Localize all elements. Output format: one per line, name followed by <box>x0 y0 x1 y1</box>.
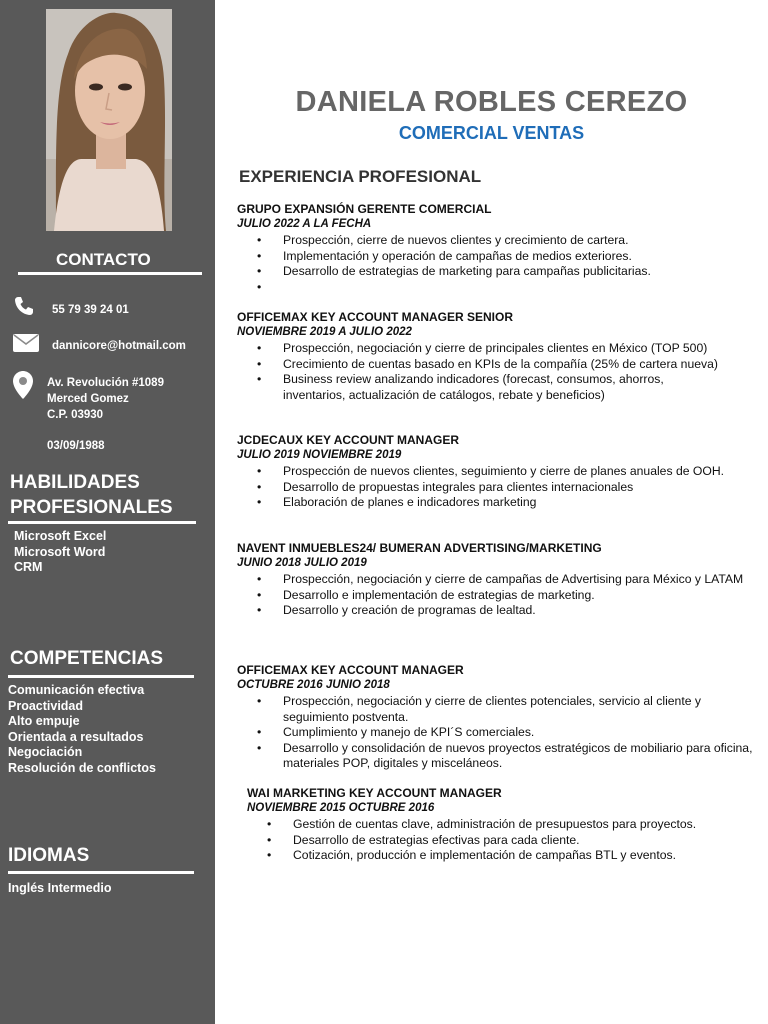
list-item: CRM <box>14 560 43 575</box>
job-entry-dates: JULIO 2022 A LA FECHA <box>237 218 372 230</box>
list-item: • Desarrollo de estrategias de marketing para campañas publicitarias. <box>237 264 762 280</box>
skills-heading-line-1: HABILIDADES <box>10 472 140 493</box>
job-entry-dates: OCTUBRE 2016 JUNIO 2018 <box>237 679 390 691</box>
job-entry-dates: JUNIO 2018 JULIO 2019 <box>237 557 367 569</box>
job-entry-dates: JULIO 2019 NOVIEMBRE 2019 <box>237 449 402 461</box>
competencies-divider <box>8 675 194 678</box>
contact-address <box>47 375 164 423</box>
list-item: Microsoft Excel <box>14 529 107 543</box>
job-bullets <box>237 694 762 772</box>
list-item: • Business review analizando indicadores (forecast, consumos, ahorros, inventarios, actualización de catálogos, rebate y beneficios) <box>237 372 762 403</box>
skills-heading <box>10 470 173 520</box>
languages-list <box>8 881 112 897</box>
competencies-list <box>8 683 156 777</box>
list-item: Proactividad <box>8 698 84 713</box>
main-content <box>215 0 768 1024</box>
sidebar <box>0 0 215 1024</box>
list-item: • Prospección, negociación y cierre de clientes potenciales, servicio al cliente y seguimiento postventa. <box>237 694 762 725</box>
list-item: • Prospección, negociación y cierre de principales clientes en México (TOP 500) <box>237 341 762 357</box>
list-item: • Desarrollo y creación de programas de lealtad. <box>237 603 762 619</box>
contact-phone: 55 79 39 24 01 <box>52 304 129 316</box>
job-bullets <box>237 464 762 511</box>
list-item: Orientada a resultados <box>8 729 144 744</box>
skills-list <box>14 529 106 576</box>
list-item: • Prospección, negociación y cierre de campañas de Advertising para México y LATAM <box>237 572 762 588</box>
list-item: Negociación <box>8 745 83 760</box>
list-item: • Prospección, cierre de nuevos clientes y crecimiento de cartera. <box>237 233 762 249</box>
languages-divider <box>8 871 194 874</box>
list-item: Comunicación efectiva <box>8 683 145 697</box>
list-item: • Desarrollo de propuestas integrales para clientes internacionales <box>237 480 762 496</box>
job-entry-title: OFFICEMAX KEY ACCOUNT MANAGER SENIOR <box>237 310 514 324</box>
contact-email: dannicore@hotmail.com <box>52 340 186 352</box>
location-pin-icon <box>12 370 34 405</box>
job-entry <box>237 663 762 772</box>
job-bullets <box>237 572 762 619</box>
list-item: • Crecimiento de cuentas basado en KPIs de la compañía (25% de cartera nueva) <box>237 357 762 373</box>
job-entry-title: GRUPO EXPANSIÓN GERENTE COMERCIAL <box>237 202 492 216</box>
job-entry <box>247 786 762 864</box>
job-entry-title: OFFICEMAX KEY ACCOUNT MANAGER <box>237 663 464 677</box>
list-item: Resolución de conflictos <box>8 760 156 775</box>
job-entry-title: NAVENT INMUEBLES24/ BUMERAN ADVERTISING/MARKETING <box>237 541 602 555</box>
job-entry <box>237 310 762 403</box>
candidate-name: DANIELA ROBLES CEREZO <box>295 86 688 118</box>
list-item: • Gestión de cuentas clave, administración de presupuestos para proyectos. <box>247 817 762 833</box>
job-entry <box>237 433 762 511</box>
job-bullets <box>237 341 762 403</box>
languages-heading: IDIOMAS <box>8 845 90 866</box>
list-item: Alto empuje <box>8 714 80 729</box>
list-item <box>237 280 762 296</box>
contact-heading: CONTACTO <box>56 250 151 269</box>
competencies-heading: COMPETENCIAS <box>10 648 164 669</box>
contact-divider <box>18 272 202 275</box>
list-item: • Cotización, producción e implementación de campañas BTL y eventos. <box>247 848 762 864</box>
job-title: COMERCIAL VENTAS <box>398 123 585 143</box>
address-line-3: C.P. 03930 <box>47 409 104 421</box>
phone-icon <box>12 294 36 323</box>
job-entry-dates: NOVIEMBRE 2019 A JULIO 2022 <box>237 326 412 338</box>
job-entry <box>237 202 762 295</box>
address-line-2: Merced Gomez <box>47 393 129 405</box>
list-item: • Implementación y operación de campañas de medios exteriores. <box>237 249 762 265</box>
list-item: • Desarrollo e implementación de estrategias de marketing. <box>237 588 762 604</box>
portrait-image <box>46 9 172 231</box>
job-entry <box>237 541 762 619</box>
birthdate: 03/09/1988 <box>47 440 105 452</box>
profile-photo <box>46 9 172 231</box>
email-icon <box>12 333 40 358</box>
job-entry-title: JCDECAUX KEY ACCOUNT MANAGER <box>237 433 460 447</box>
skills-divider <box>8 521 196 524</box>
experience-heading: EXPERIENCIA PROFESIONAL <box>239 167 482 186</box>
job-bullets <box>247 817 762 864</box>
list-item: Inglés Intermedio <box>8 881 112 895</box>
list-item: • Desarrollo de estrategias efectivas para cada cliente. <box>247 833 762 849</box>
job-entry-title: WAI MARKETING KEY ACCOUNT MANAGER <box>247 786 502 800</box>
list-item: • Prospección de nuevos clientes, seguimiento y cierre de planes anuales de OOH. <box>237 464 762 480</box>
list-item: • Desarrollo y consolidación de nuevos proyectos estratégicos de mobiliario para oficina, materiales POP, digitales y misceláneos. <box>237 741 762 772</box>
list-item: • Cumplimiento y manejo de KPI´S comerciales. <box>237 725 762 741</box>
address-line-1: Av. Revolución #1089 <box>47 377 164 389</box>
list-item: • Elaboración de planes e indicadores marketing <box>237 495 762 511</box>
skills-heading-line-2: PROFESIONALES <box>10 497 173 518</box>
list-item: Microsoft Word <box>14 544 106 559</box>
job-bullets <box>237 233 762 295</box>
job-entry-dates: NOVIEMBRE 2015 OCTUBRE 2016 <box>247 802 435 814</box>
